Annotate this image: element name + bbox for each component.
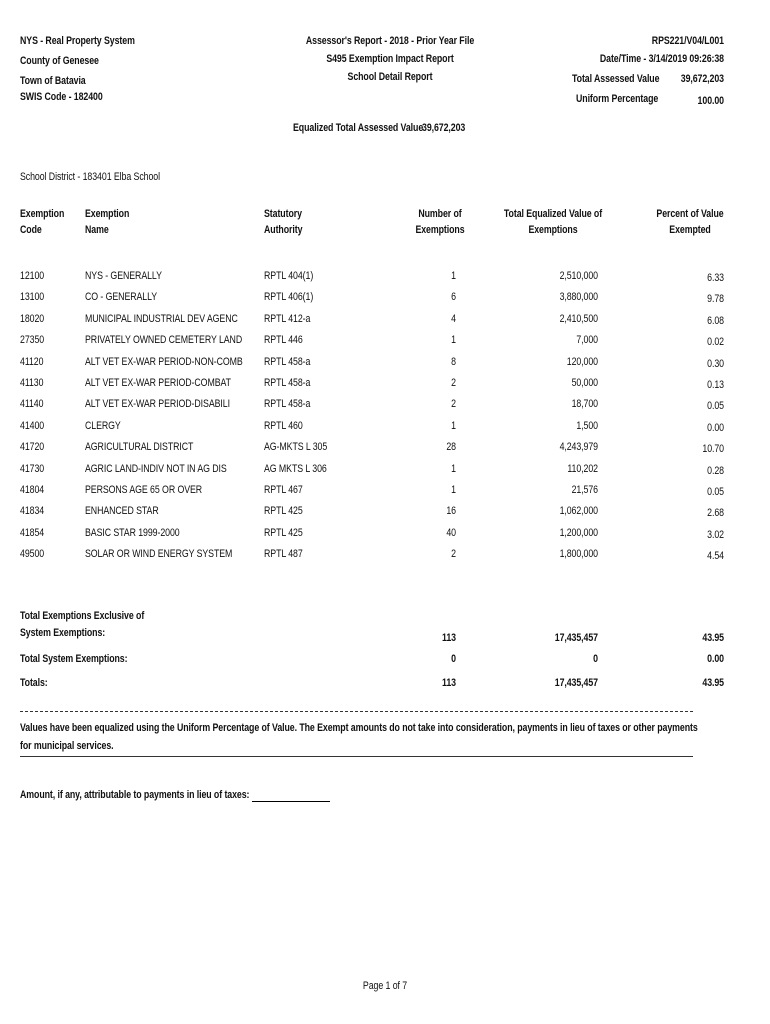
cell-code: 41720	[20, 441, 45, 454]
cell-authority: RPTL 406(1)	[264, 291, 314, 304]
cell-code: 41804	[20, 484, 45, 496]
cell-percent: 2.68	[707, 507, 724, 520]
cell-count: 2	[451, 548, 456, 561]
table-row	[0, 398, 770, 419]
table-row	[0, 463, 770, 484]
col-percent-line1: Percent of Value	[656, 208, 724, 220]
page-number: Page 1 of 7	[362, 980, 408, 992]
cell-value: 4,243,979	[559, 441, 598, 454]
cell-code: 41130	[20, 377, 44, 389]
town-name: Town of Batavia	[20, 75, 86, 87]
cell-percent: 6.33	[707, 272, 724, 284]
col-code-line1: Exemption	[20, 208, 65, 220]
table-row	[0, 334, 770, 355]
col-code-line2: Code	[20, 224, 42, 236]
total-assessed-value: 39,672,203	[680, 73, 724, 85]
cell-count: 28	[446, 441, 456, 454]
col-percent-line2: Exempted	[669, 224, 711, 236]
county-name: County of Genesee	[20, 55, 99, 67]
cell-count: 1	[451, 484, 456, 496]
cell-code: 41120	[20, 355, 44, 368]
cell-value: 21,576	[571, 484, 598, 496]
table-row	[0, 505, 770, 526]
report-title: Assessor's Report - 2018 - Prior Year File	[305, 35, 475, 47]
col-value-line2: Exemptions	[528, 224, 578, 236]
cell-authority: RPTL 425	[264, 526, 303, 539]
cell-count: 1	[451, 270, 456, 282]
cell-code: 41730	[20, 462, 45, 475]
cell-percent: 0.28	[707, 464, 724, 477]
pilot-label: Amount, if any, attributable to payments in lieu of taxes:	[20, 789, 250, 801]
cell-percent: 9.78	[707, 293, 724, 306]
totals-system-count: 0	[451, 653, 456, 665]
cell-code: 27350	[20, 334, 45, 347]
note-top-rule	[20, 711, 693, 712]
cell-value: 1,200,000	[559, 526, 598, 539]
cell-percent: 0.00	[707, 421, 724, 434]
totals-system-value: 0	[593, 653, 598, 665]
cell-name: CLERGY	[85, 419, 121, 432]
cell-authority: RPTL 425	[264, 505, 303, 518]
cell-code: 18020	[20, 312, 45, 325]
table-row	[0, 291, 770, 312]
table-row	[0, 484, 770, 505]
cell-percent: 10.70	[702, 443, 724, 456]
cell-percent: 0.05	[707, 400, 724, 413]
cell-percent: 6.08	[707, 314, 724, 327]
cell-authority: AG MKTS L 306	[264, 462, 327, 475]
cell-value: 1,800,000	[559, 548, 598, 561]
cell-value: 50,000	[571, 377, 598, 389]
cell-name: PRIVATELY OWNED CEMETERY LAND	[85, 334, 243, 347]
swis-code: SWIS Code - 182400	[20, 91, 103, 103]
totals-exclusive-label-line1: Total Exemptions Exclusive of	[20, 610, 145, 622]
note-bottom-rule	[20, 756, 693, 757]
table-row	[0, 377, 770, 398]
cell-code: 41854	[20, 526, 45, 539]
cell-name: ALT VET EX-WAR PERIOD-DISABILI	[85, 398, 230, 411]
cell-percent: 0.05	[707, 486, 724, 498]
col-authority-line1: Statutory	[264, 208, 302, 220]
cell-code: 49500	[20, 548, 45, 561]
col-name-line1: Exemption	[85, 208, 130, 220]
cell-authority: RPTL 487	[264, 548, 303, 561]
cell-name: BASIC STAR 1999-2000	[85, 526, 180, 539]
equalized-label: Equalized Total Assessed Value	[293, 122, 424, 134]
cell-value: 120,000	[566, 355, 598, 368]
cell-authority: RPTL 412-a	[264, 312, 311, 325]
cell-percent: 0.13	[707, 379, 724, 391]
cell-percent: 0.30	[707, 357, 724, 370]
cell-count: 1	[451, 334, 456, 347]
cell-authority: RPTL 467	[264, 484, 303, 496]
col-authority-line2: Authority	[264, 224, 303, 236]
table-row	[0, 313, 770, 334]
cell-name: MUNICIPAL INDUSTRIAL DEV AGENC	[85, 312, 238, 325]
cell-count: 6	[451, 291, 456, 304]
cell-value: 3,880,000	[559, 291, 598, 304]
cell-name: ALT VET EX-WAR PERIOD-COMBAT	[85, 377, 231, 389]
cell-count: 16	[446, 505, 456, 518]
uniform-pct-value: 100.00	[697, 95, 724, 107]
totals-system-label: Total System Exemptions:	[20, 653, 128, 665]
cell-name: ALT VET EX-WAR PERIOD-NON-COMB	[85, 355, 243, 368]
uniform-pct-label: Uniform Percentage	[576, 93, 659, 105]
cell-count: 2	[451, 377, 456, 389]
report-datetime: Date/Time - 3/14/2019 09:26:38	[599, 53, 724, 65]
cell-count: 8	[451, 355, 456, 368]
cell-name: SOLAR OR WIND ENERGY SYSTEM	[85, 548, 233, 561]
table-row	[0, 420, 770, 441]
cell-authority: RPTL 458-a	[264, 355, 311, 368]
equalized-value: 39,672,203	[422, 122, 466, 134]
cell-authority: RPTL 460	[264, 419, 303, 432]
totals-count: 113	[442, 677, 456, 689]
pilot-blank-line	[252, 801, 330, 802]
totals-system-percent: 0.00	[707, 653, 724, 665]
table-row	[0, 356, 770, 377]
cell-code: 41834	[20, 505, 45, 518]
cell-authority: AG-MKTS L 305	[264, 441, 328, 454]
cell-code: 13100	[20, 291, 45, 304]
cell-authority: RPTL 404(1)	[264, 270, 314, 282]
cell-authority: RPTL 446	[264, 334, 303, 347]
note-line2: for municipal services.	[20, 740, 114, 752]
report-type: School Detail Report	[347, 71, 433, 83]
cell-authority: RPTL 458-a	[264, 377, 311, 389]
cell-value: 18,700	[571, 398, 598, 411]
table-row	[0, 441, 770, 462]
cell-value: 2,510,000	[559, 270, 598, 282]
table-row	[0, 548, 770, 569]
col-count-line2: Exemptions	[415, 224, 465, 236]
cell-count: 1	[451, 419, 456, 432]
cell-count: 1	[451, 462, 456, 475]
system-name: NYS - Real Property System	[20, 35, 135, 47]
totals-label: Totals:	[20, 677, 48, 689]
cell-value: 1,500	[576, 419, 598, 432]
table-row	[0, 270, 770, 291]
totals-exclusive-percent: 43.95	[702, 632, 724, 644]
totals-value: 17,435,457	[554, 677, 598, 689]
cell-percent: 3.02	[707, 528, 724, 541]
totals-exclusive-value: 17,435,457	[554, 632, 598, 644]
cell-name: CO - GENERALLY	[85, 291, 158, 304]
cell-code: 41400	[20, 419, 45, 432]
cell-name: ENHANCED STAR	[85, 505, 159, 518]
cell-count: 4	[451, 312, 456, 325]
totals-percent: 43.95	[702, 677, 724, 689]
cell-authority: RPTL 458-a	[264, 398, 311, 411]
cell-count: 2	[451, 398, 456, 411]
report-id: RPS221/V04/L001	[651, 35, 724, 47]
cell-value: 1,062,000	[559, 505, 598, 518]
cell-percent: 0.02	[707, 336, 724, 349]
cell-code: 41140	[20, 398, 44, 411]
note-line1: Values have been equalized using the Uniform Percentage of Value. The Exempt amounts do not take into consideration, payments in lieu of taxes or other payments	[20, 722, 698, 734]
cell-count: 40	[446, 526, 456, 539]
cell-name: NYS - GENERALLY	[85, 270, 162, 282]
col-value-line1: Total Equalized Value of	[503, 208, 603, 220]
totals-exclusive-count: 113	[442, 632, 456, 644]
cell-percent: 4.54	[707, 550, 724, 563]
total-assessed-label: Total Assessed Value	[572, 73, 660, 85]
cell-name: AGRICULTURAL DISTRICT	[85, 441, 194, 454]
col-count-line1: Number of	[418, 208, 462, 220]
cell-value: 7,000	[576, 334, 598, 347]
report-subtitle: S495 Exemption Impact Report	[326, 53, 454, 65]
cell-name: AGRIC LAND-INDIV NOT IN AG DIS	[85, 462, 227, 475]
col-name-line2: Name	[85, 224, 109, 236]
table-row	[0, 527, 770, 548]
cell-value: 2,410,500	[559, 312, 598, 325]
cell-code: 12100	[20, 270, 45, 282]
cell-name: PERSONS AGE 65 OR OVER	[85, 484, 203, 496]
totals-exclusive-label-line2: System Exemptions:	[20, 627, 106, 639]
cell-value: 110,202	[567, 462, 598, 475]
school-district: School District - 183401 Elba School	[20, 171, 160, 183]
